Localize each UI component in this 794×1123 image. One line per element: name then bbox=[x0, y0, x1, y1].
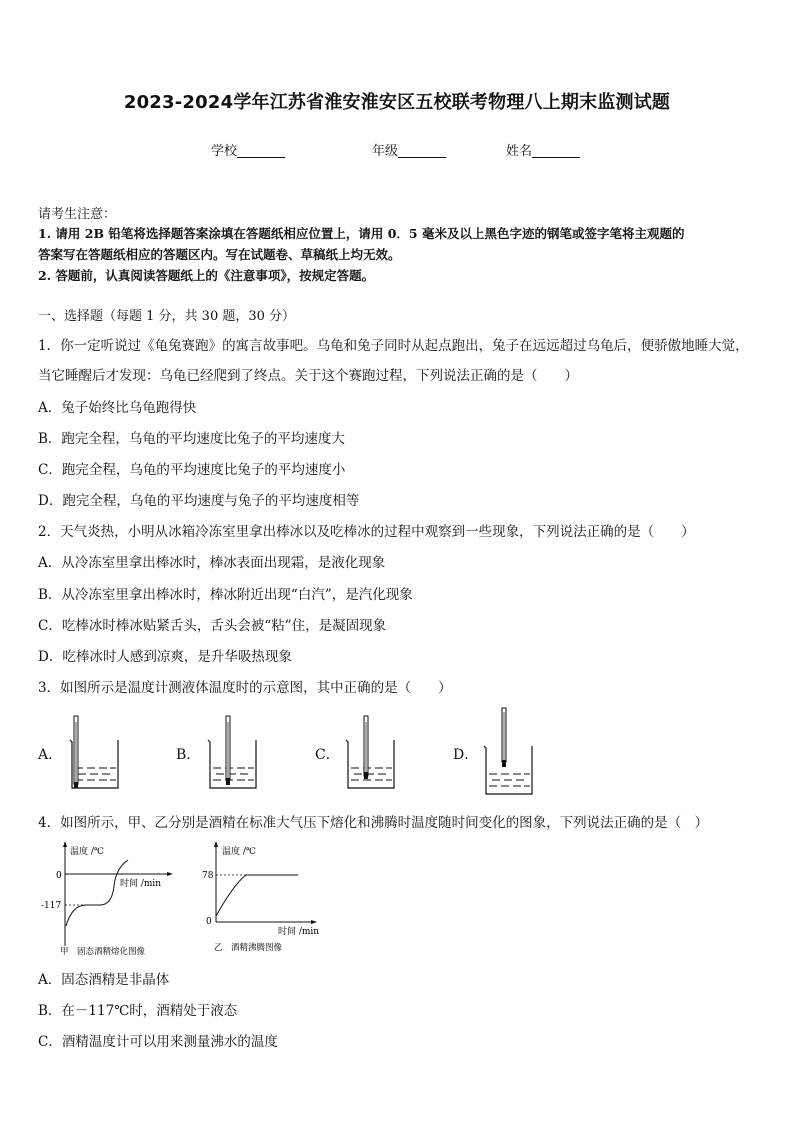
name-label: 姓名 bbox=[506, 144, 533, 159]
q4-option-a: A．固态酒精是非晶体 bbox=[38, 972, 170, 988]
graph-jia-neg-tick: -117 bbox=[41, 901, 62, 911]
graph-yi-xlabel: 时间 /min bbox=[278, 927, 320, 937]
grade-blank bbox=[398, 143, 446, 158]
q3-label-d: D． bbox=[453, 747, 479, 763]
q3-stem: 3．如图所示是温度计测液体温度时的示意图，其中正确的是（ ） bbox=[38, 680, 452, 696]
graph-jia-melting bbox=[38, 838, 178, 958]
graph-yi-ylabel: 温度 /℃ bbox=[222, 847, 256, 857]
beaker-c-figure bbox=[342, 712, 402, 792]
q4-option-c: C．酒精温度计可以用来测量沸水的温度 bbox=[38, 1034, 278, 1050]
graph-yi-caption: 乙 酒精沸腾图像 bbox=[214, 943, 283, 953]
q1-stem-line2: 当它睡醒后才发现：乌龟已经爬到了终点。关于这个赛跑过程，下列说法正确的是（ ） bbox=[38, 368, 578, 384]
q1-option-b: B．跑完全程，乌龟的平均速度比兔子的平均速度大 bbox=[38, 431, 345, 447]
grade-field bbox=[372, 140, 446, 159]
school-blank bbox=[237, 143, 285, 158]
school-field bbox=[211, 140, 285, 159]
beaker-d-figure bbox=[480, 706, 540, 798]
q2-option-b: B．从冷冻室里拿出棒冰时，棒冰附近出现“白汽”，是汽化现象 bbox=[38, 587, 413, 603]
q2-stem: 2．天气炎热，小明从冰箱冷冻室里拿出棒冰以及吃棒冰的过程中观察到一些现象，下列说法正确的是（ ） bbox=[38, 524, 695, 540]
q4-stem: 4．如图所示，甲、乙分别是酒精在标准大气压下熔化和沸腾时温度随时间变化的图象，下列说法正确的是（ ） bbox=[38, 815, 709, 831]
graph-jia-ylabel: 温度 /℃ bbox=[70, 847, 104, 857]
page-title: 2023-2024学年江苏省淮安淮安区五校联考物理八上期末监测试题 bbox=[123, 92, 671, 113]
graph-jia-caption: 甲 固态酒精熔化图像 bbox=[60, 947, 146, 957]
section-title: 一、选择题（每题 1 分，共 30 题，30 分） bbox=[38, 309, 296, 324]
q4-option-b: B．在－117℃时，酒精处于液态 bbox=[38, 1003, 238, 1019]
q3-label-b: B． bbox=[176, 747, 201, 763]
name-field bbox=[506, 140, 580, 159]
beaker-b-figure bbox=[204, 712, 264, 792]
q3-label-a: A． bbox=[38, 747, 63, 763]
q3-label-c: C． bbox=[315, 747, 340, 763]
q1-stem-line1: 1．你一定听说过《龟兔赛跑》的寓言故事吧。乌龟和兔子同时从起点跑出，兔子在远远超过乌龟后，便骄傲地睡大觉， bbox=[38, 338, 749, 354]
notes-heading: 请考生注意： bbox=[38, 207, 117, 222]
school-label: 学校 bbox=[211, 144, 238, 159]
q2-option-c: C．吃棒冰时棒冰贴紧舌头，舌头会被“粘”住，是凝固现象 bbox=[38, 618, 387, 634]
q1-option-a: A．兔子始终比乌龟跑得快 bbox=[38, 400, 197, 416]
beaker-a-figure bbox=[66, 712, 126, 792]
graph-yi-zero-tick: 0 bbox=[206, 917, 212, 927]
graph-yi-boiling bbox=[196, 838, 346, 958]
note-line-2: 答案写在答题纸相应的答题区内。写在试题卷、草稿纸上均无效。 bbox=[38, 247, 401, 262]
graph-jia-zero-tick: 0 bbox=[56, 871, 62, 881]
name-blank bbox=[532, 143, 580, 158]
grade-label: 年级 bbox=[372, 144, 399, 159]
q2-option-a: A．从冷冻室里拿出棒冰时，棒冰表面出现霜，是液化现象 bbox=[38, 555, 386, 571]
graph-jia-xlabel: 时间 /min bbox=[120, 879, 162, 889]
q1-option-d: D．跑完全程，乌龟的平均速度与兔子的平均速度相等 bbox=[38, 493, 360, 509]
graph-yi-78-tick: 78 bbox=[202, 871, 214, 881]
q2-option-d: D．吃棒冰时人感到凉爽，是升华吸热现象 bbox=[38, 649, 292, 665]
q1-option-c: C．跑完全程，乌龟的平均速度比兔子的平均速度小 bbox=[38, 462, 346, 478]
note-line-1: 1. 请用 2B 铅笔将选择题答案涂填在答题纸相应位置上，请用 0．5 毫米及以上黑色字迹的钢笔或签字笔将主观题的 bbox=[38, 226, 685, 241]
note-line-3: 2. 答题前，认真阅读答题纸上的《注意事项》，按规定答题。 bbox=[38, 268, 375, 283]
